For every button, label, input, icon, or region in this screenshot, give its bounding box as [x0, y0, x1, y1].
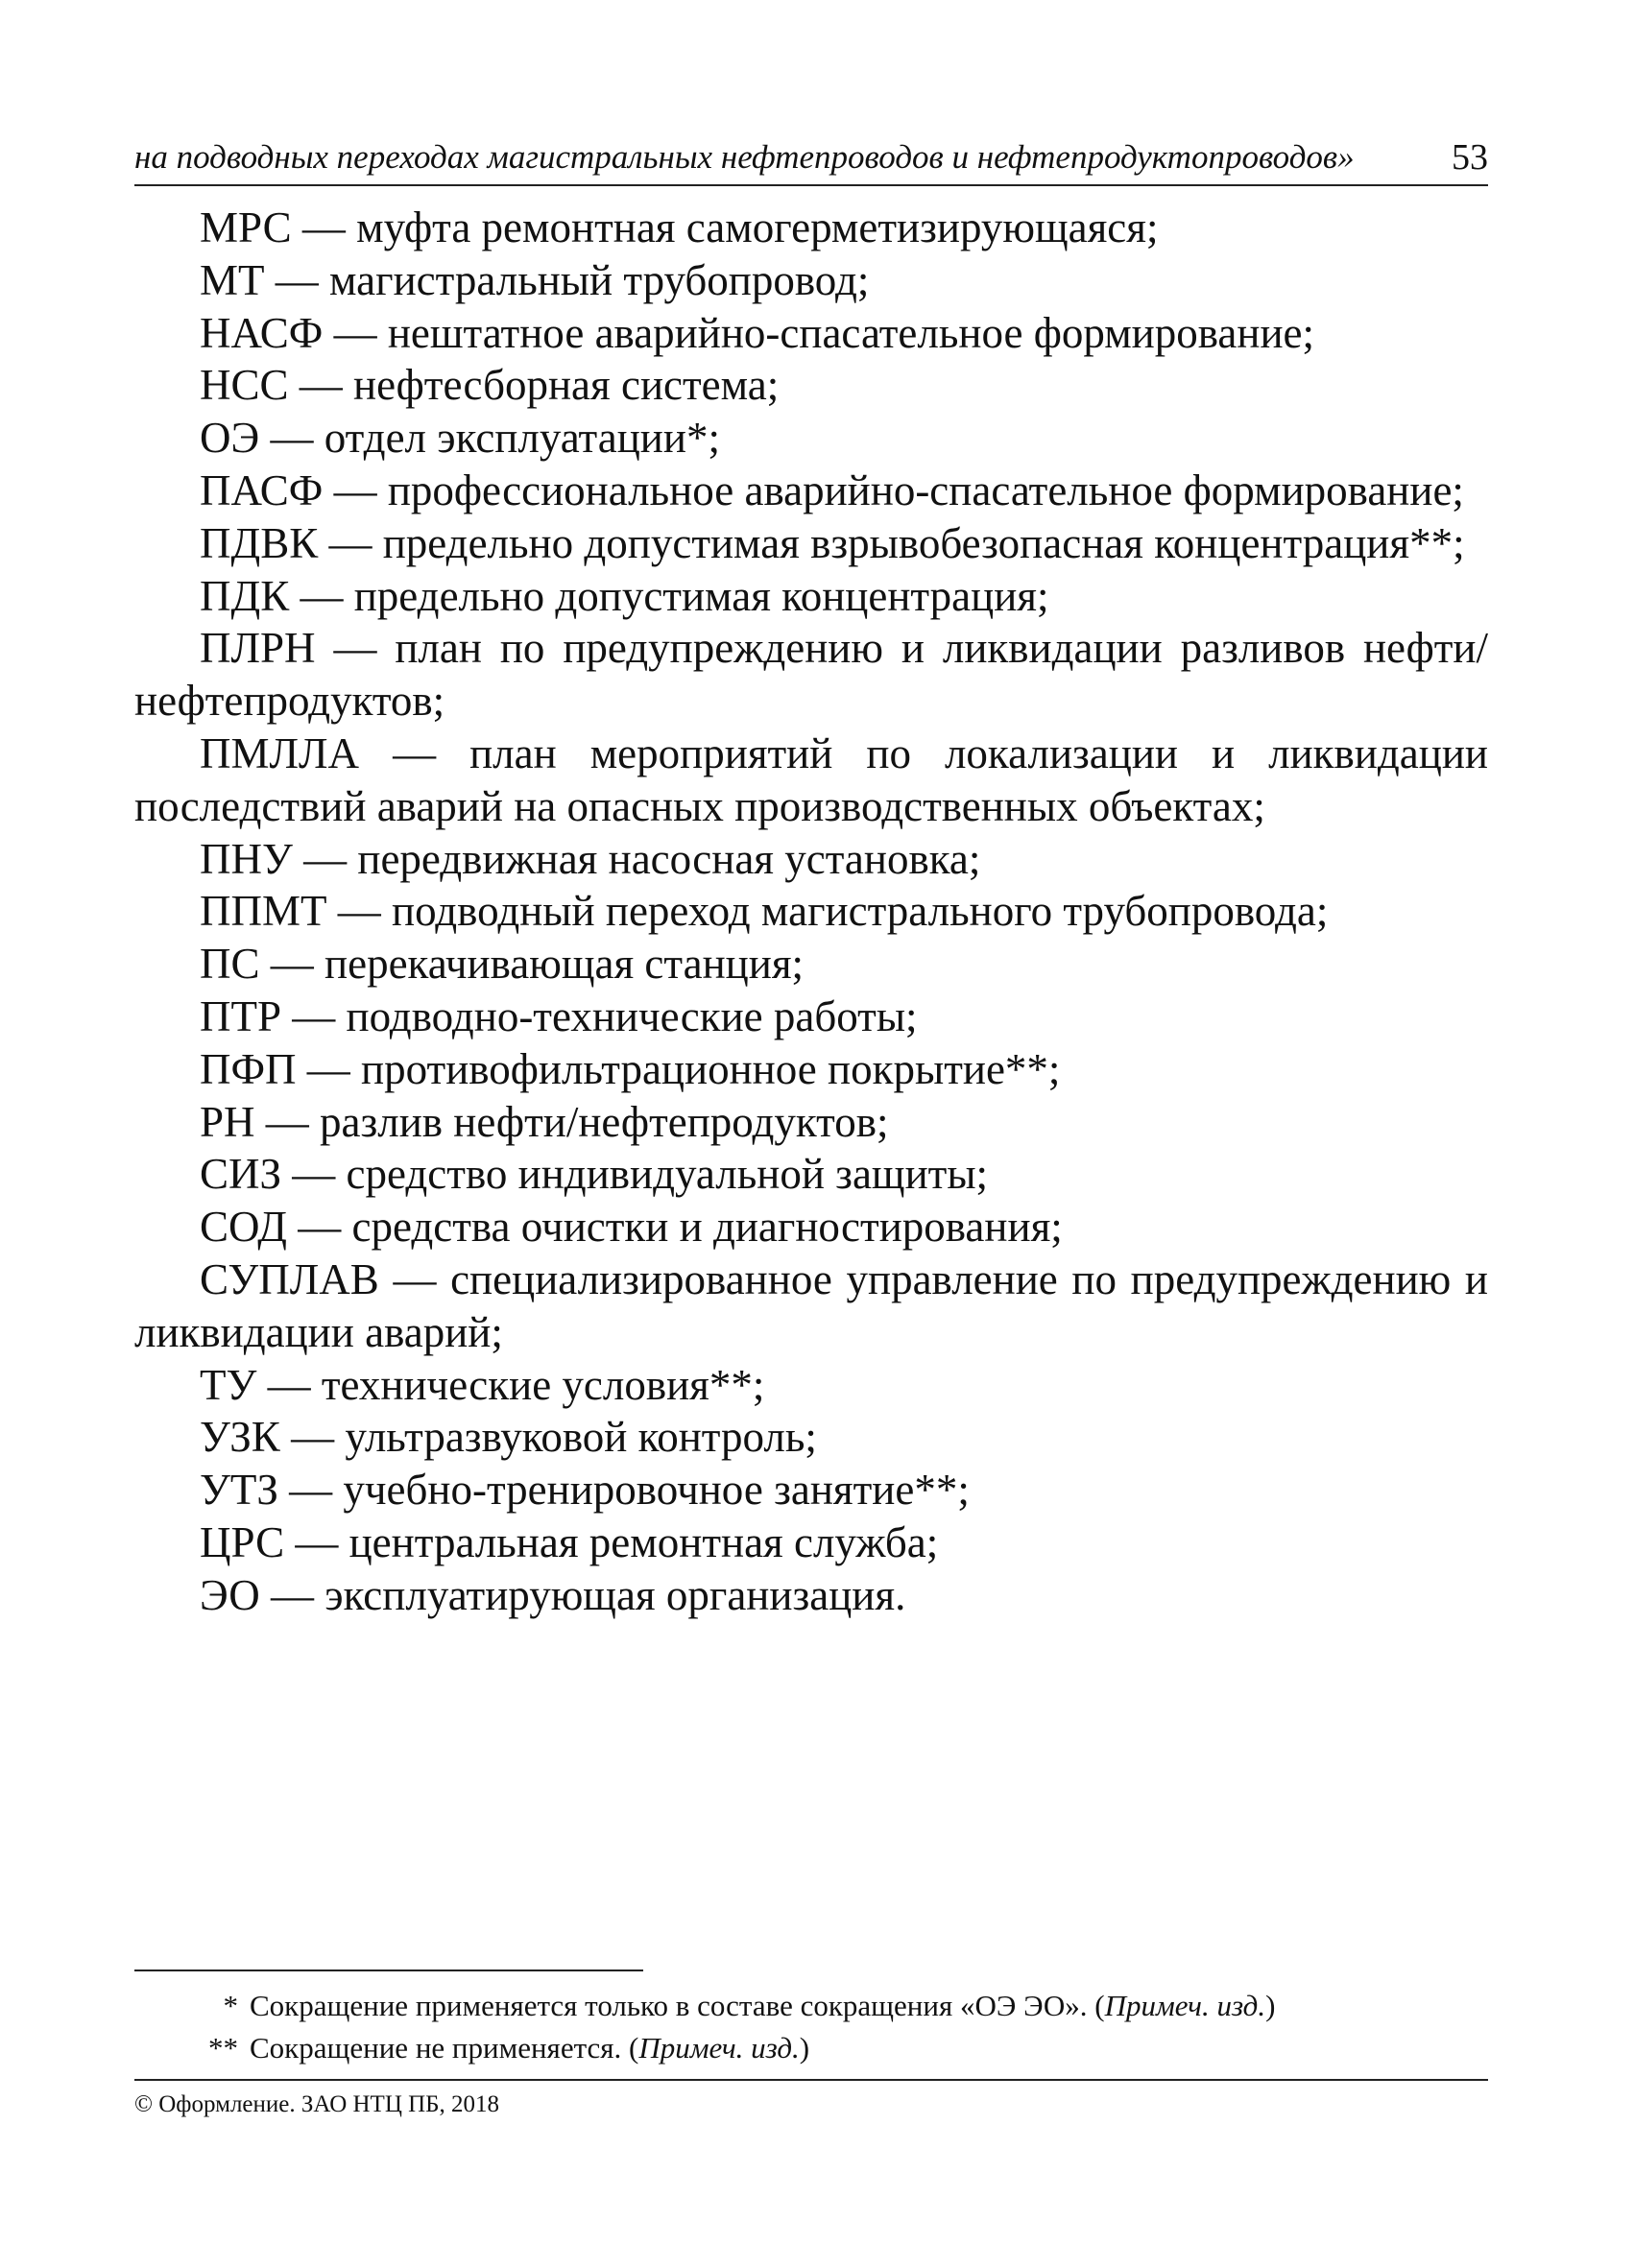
abbreviations-list	[134, 202, 1488, 1622]
abbreviation-entry: УТЗ — учебно-тренировочное занятие**;	[200, 1466, 970, 1515]
abbreviation-entry: ЭО — эксплуатирующая организация.	[200, 1570, 906, 1619]
footnote-close: )	[1265, 1989, 1276, 2022]
abbreviation-entry: УЗК — ультразвуковой контроль;	[200, 1413, 817, 1462]
footnote-close: )	[799, 2031, 810, 2065]
footnote-note: Примеч. изд.	[1104, 1989, 1266, 2022]
page-number: 53	[1452, 137, 1488, 178]
footer-divider	[134, 2079, 1488, 2081]
footnote-note: Примеч. изд.	[638, 2031, 800, 2065]
abbreviation-entry: СУПЛАВ — специализированное управление по предупреждению и ликвидации аварий;	[134, 1254, 1488, 1356]
abbreviation-entry: ПДК — предельно допустимая концентрация;	[200, 571, 1049, 620]
abbreviation-entry: МРС — муфта ремонтная самогерметизирующаяся;	[200, 203, 1159, 251]
abbreviation-entry: ПС — перекачивающая станция;	[200, 940, 805, 989]
abbreviation-entry: СИЗ — средство индивидуальной защиты;	[200, 1150, 989, 1199]
footnote-divider	[134, 1970, 643, 1971]
footnotes	[134, 1985, 1488, 2069]
footnote-text: Сокращение не применяется. (	[250, 2031, 639, 2065]
footnote-marker: **	[208, 2031, 238, 2065]
footnote-marker: *	[223, 1989, 238, 2022]
abbreviation-entry: ПДВК — предельно допустимая взрывобезопасная концентрация**;	[200, 518, 1465, 567]
footnote	[134, 1985, 1488, 2027]
abbreviation-entry: СОД — средства очистки и диагностирования;	[200, 1203, 1063, 1252]
abbreviation-entry: ПАСФ — профессиональное аварийно-спасательное формирование;	[200, 466, 1464, 514]
abbreviation-entry: РН — разлив нефти/нефтепродуктов;	[200, 1097, 889, 1146]
abbreviation-entry: ПНУ — передвижная насосная установка;	[200, 834, 981, 883]
abbreviation-entry: МТ — магистральный трубопровод;	[200, 255, 870, 304]
abbreviation-entry: ПЛРН — план по предупреждению и ликвидации разливов нефти/нефтепродуктов;	[134, 624, 1488, 726]
footnote-text: Сокращение применяется только в составе сокращения «ОЭ ЭО». (	[250, 1989, 1105, 2022]
footnote	[134, 2027, 1488, 2069]
abbreviation-entry: ОЭ — отдел эксплуатации*;	[200, 414, 720, 463]
header-title: на подводных переходах магистральных нефтепроводов и нефтепродуктопроводов»	[134, 138, 1355, 176]
running-header	[134, 136, 1488, 186]
abbreviation-entry: ПТР — подводно-технические работы;	[200, 991, 918, 1040]
abbreviation-entry: ПМЛЛА — план мероприятий по локализации и ликвидации последствий аварий на опасных производственных объектах;	[134, 728, 1488, 830]
abbreviation-entry: НСС — нефтесборная система;	[200, 361, 780, 410]
abbreviation-entry: ТУ — технические условия**;	[200, 1360, 765, 1409]
abbreviation-entry: ППМТ — подводный переход магистрального трубопровода;	[200, 887, 1329, 936]
abbreviation-entry: НАСФ — нештатное аварийно-спасательное формирование;	[200, 308, 1315, 357]
abbreviation-entry: ПФП — противофильтрационное покрытие**;	[200, 1044, 1061, 1093]
copyright-notice: © Оформление. ЗАО НТЦ ПБ, 2018	[134, 2091, 500, 2117]
abbreviation-entry: ЦРС — центральная ремонтная служба;	[200, 1517, 939, 1566]
